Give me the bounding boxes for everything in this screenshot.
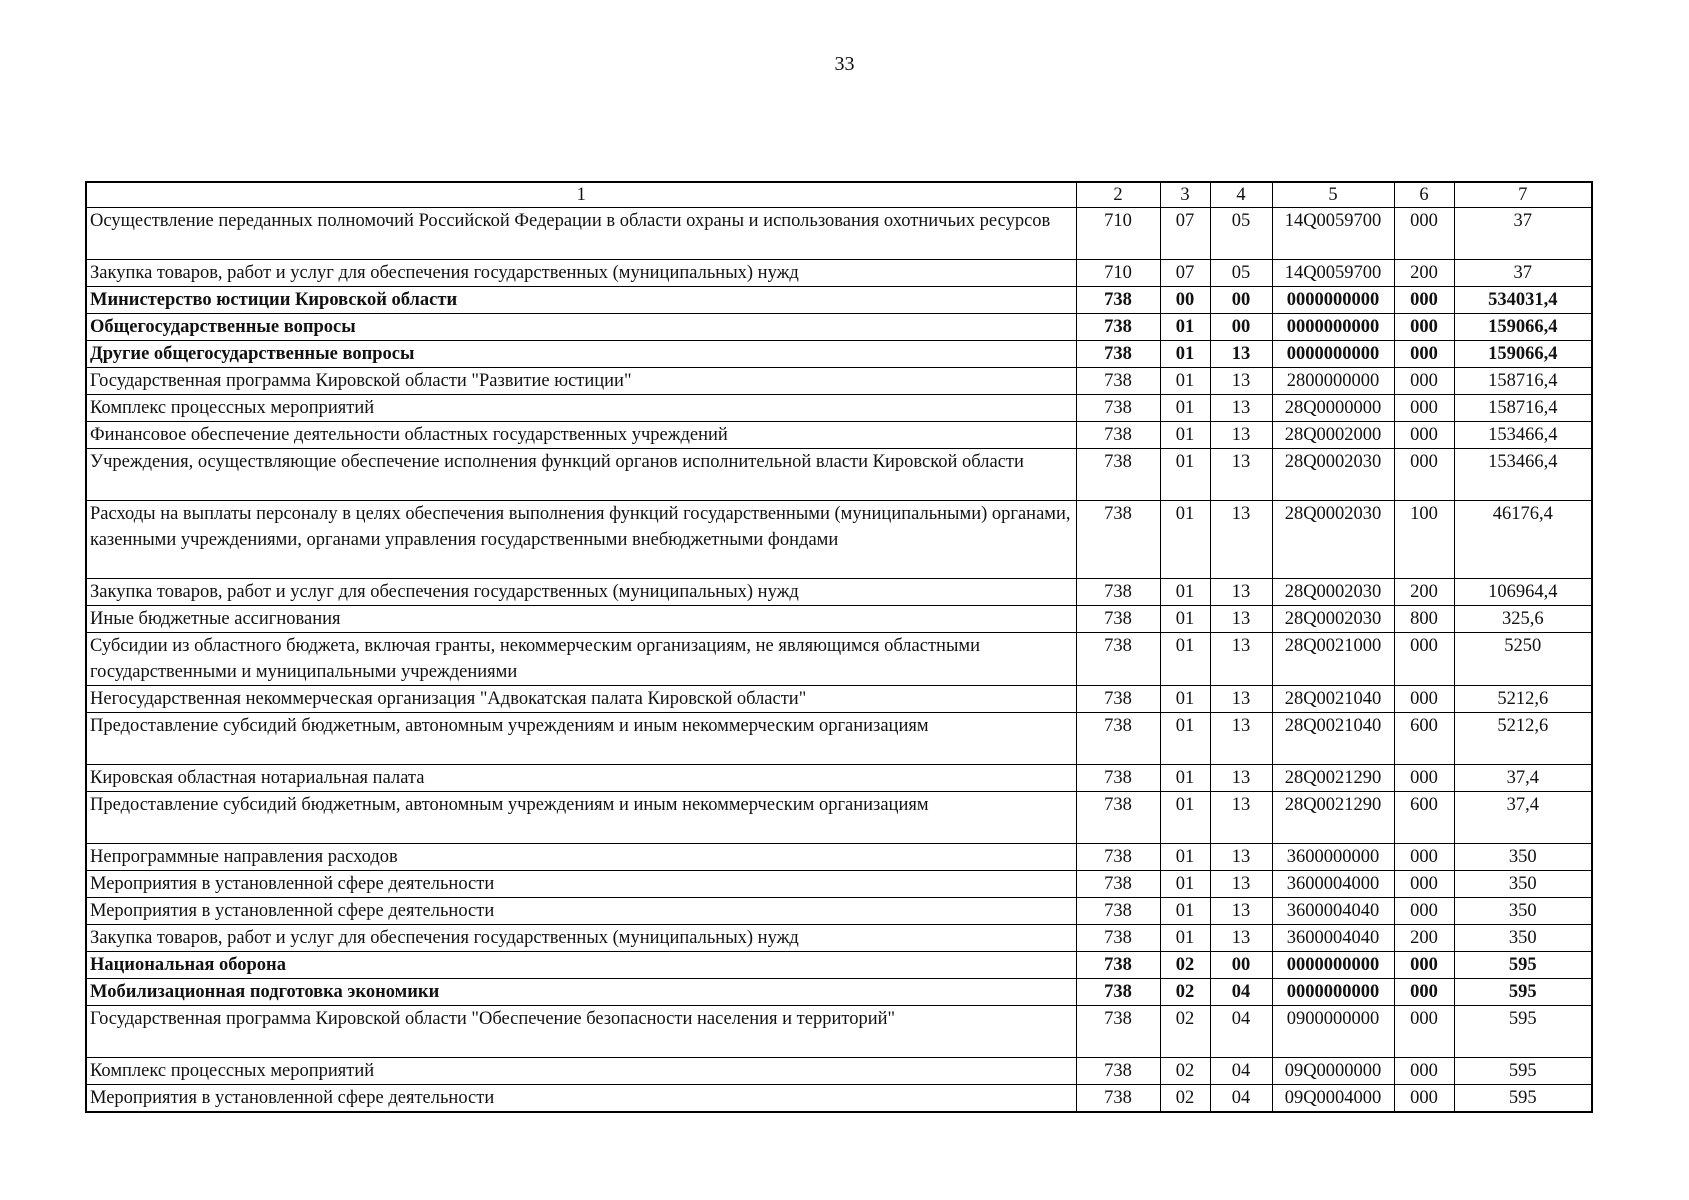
row-name-cell: Мероприятия в установленной сфере деятельности: [86, 898, 1076, 925]
table-row: [86, 713, 1592, 765]
target-article-cell: 28Q0002030: [1272, 606, 1394, 633]
subsection-cell: 00: [1210, 314, 1272, 341]
subsection-cell: 13: [1210, 449, 1272, 501]
target-article-cell: 09Q0004000: [1272, 1085, 1394, 1113]
section-cell: 07: [1160, 208, 1210, 260]
row-name-cell: Государственная программа Кировской области "Обеспечение безопасности населения и территорий": [86, 1006, 1076, 1058]
section-cell: 01: [1160, 844, 1210, 871]
amount-cell: 595: [1454, 952, 1592, 979]
amount-cell: 350: [1454, 898, 1592, 925]
section-cell: 02: [1160, 979, 1210, 1006]
amount-cell: 350: [1454, 844, 1592, 871]
amount-cell: 325,6: [1454, 606, 1592, 633]
admin-code-cell: 738: [1076, 925, 1160, 952]
admin-code-cell: 738: [1076, 844, 1160, 871]
section-cell: 01: [1160, 925, 1210, 952]
subsection-cell: 13: [1210, 686, 1272, 713]
expense-type-cell: 000: [1394, 844, 1454, 871]
amount-cell: 5212,6: [1454, 713, 1592, 765]
expense-type-cell: 000: [1394, 686, 1454, 713]
row-name-cell: Мероприятия в установленной сфере деятельности: [86, 1085, 1076, 1113]
target-article-cell: 3600004040: [1272, 898, 1394, 925]
subsection-cell: 13: [1210, 341, 1272, 368]
section-cell: 01: [1160, 871, 1210, 898]
row-name-cell: Закупка товаров, работ и услуг для обеспечения государственных (муниципальных) нужд: [86, 260, 1076, 287]
row-name-cell: Государственная программа Кировской области "Развитие юстиции": [86, 368, 1076, 395]
row-name-cell: Другие общегосударственные вопросы: [86, 341, 1076, 368]
amount-cell: 5250: [1454, 633, 1592, 686]
admin-code-cell: 738: [1076, 898, 1160, 925]
table-row: [86, 844, 1592, 871]
subsection-cell: 04: [1210, 979, 1272, 1006]
amount-cell: 106964,4: [1454, 579, 1592, 606]
table-row: [86, 686, 1592, 713]
amount-cell: 595: [1454, 979, 1592, 1006]
admin-code-cell: 738: [1076, 633, 1160, 686]
expense-type-cell: 000: [1394, 422, 1454, 449]
section-cell: 02: [1160, 1006, 1210, 1058]
target-article-cell: 0000000000: [1272, 952, 1394, 979]
expense-type-cell: 000: [1394, 368, 1454, 395]
section-cell: 07: [1160, 260, 1210, 287]
amount-cell: 37: [1454, 208, 1592, 260]
subsection-cell: 00: [1210, 287, 1272, 314]
admin-code-cell: 738: [1076, 501, 1160, 579]
row-name-cell: Комплекс процессных мероприятий: [86, 395, 1076, 422]
section-cell: 01: [1160, 686, 1210, 713]
table-row: [86, 979, 1592, 1006]
row-name-cell: Осуществление переданных полномочий Российской Федерации в области охраны и использования охотничьих ресурсов: [86, 208, 1076, 260]
row-name-cell: Закупка товаров, работ и услуг для обеспечения государственных (муниципальных) нужд: [86, 579, 1076, 606]
subsection-cell: 13: [1210, 395, 1272, 422]
table-row: [86, 1085, 1592, 1113]
admin-code-cell: 738: [1076, 422, 1160, 449]
row-name-cell: Непрограммные направления расходов: [86, 844, 1076, 871]
expense-type-cell: 200: [1394, 260, 1454, 287]
admin-code-cell: 738: [1076, 368, 1160, 395]
target-article-cell: 3600004040: [1272, 925, 1394, 952]
target-article-cell: 0000000000: [1272, 979, 1394, 1006]
target-article-cell: 3600004000: [1272, 871, 1394, 898]
table-row: [86, 1058, 1592, 1085]
expense-type-cell: 000: [1394, 208, 1454, 260]
admin-code-cell: 710: [1076, 208, 1160, 260]
table-row: [86, 287, 1592, 314]
table-row: [86, 952, 1592, 979]
target-article-cell: 28Q0002030: [1272, 579, 1394, 606]
column-header: 2: [1076, 182, 1160, 208]
expense-type-cell: 000: [1394, 1006, 1454, 1058]
target-article-cell: 28Q0000000: [1272, 395, 1394, 422]
amount-cell: 158716,4: [1454, 395, 1592, 422]
table-row: [86, 422, 1592, 449]
subsection-cell: 13: [1210, 792, 1272, 844]
expense-type-cell: 000: [1394, 979, 1454, 1006]
admin-code-cell: 738: [1076, 686, 1160, 713]
column-header: 3: [1160, 182, 1210, 208]
subsection-cell: 13: [1210, 606, 1272, 633]
section-cell: 01: [1160, 501, 1210, 579]
expense-type-cell: 000: [1394, 1058, 1454, 1085]
section-cell: 01: [1160, 713, 1210, 765]
section-cell: 01: [1160, 422, 1210, 449]
page-number: 33: [834, 53, 855, 75]
section-cell: 01: [1160, 792, 1210, 844]
amount-cell: 595: [1454, 1085, 1592, 1113]
row-name-cell: Кировская областная нотариальная палата: [86, 765, 1076, 792]
admin-code-cell: 738: [1076, 449, 1160, 501]
row-name-cell: Предоставление субсидий бюджетным, автономным учреждениям и иным некоммерческим организациям: [86, 792, 1076, 844]
expense-type-cell: 000: [1394, 952, 1454, 979]
table-row: [86, 765, 1592, 792]
subsection-cell: 05: [1210, 208, 1272, 260]
table-row: [86, 579, 1592, 606]
subsection-cell: 13: [1210, 713, 1272, 765]
row-name-cell: Финансовое обеспечение деятельности областных государственных учреждений: [86, 422, 1076, 449]
expense-type-cell: 800: [1394, 606, 1454, 633]
expense-type-cell: 000: [1394, 395, 1454, 422]
section-cell: 01: [1160, 395, 1210, 422]
amount-cell: 595: [1454, 1058, 1592, 1085]
expense-type-cell: 600: [1394, 792, 1454, 844]
admin-code-cell: 710: [1076, 260, 1160, 287]
subsection-cell: 05: [1210, 260, 1272, 287]
expense-type-cell: 000: [1394, 449, 1454, 501]
target-article-cell: 28Q0021000: [1272, 633, 1394, 686]
admin-code-cell: 738: [1076, 579, 1160, 606]
expense-type-cell: 000: [1394, 765, 1454, 792]
admin-code-cell: 738: [1076, 314, 1160, 341]
table-row: [86, 449, 1592, 501]
amount-cell: 37,4: [1454, 765, 1592, 792]
section-cell: 02: [1160, 952, 1210, 979]
section-cell: 01: [1160, 368, 1210, 395]
subsection-cell: 13: [1210, 844, 1272, 871]
section-cell: 00: [1160, 287, 1210, 314]
admin-code-cell: 738: [1076, 1058, 1160, 1085]
amount-cell: 350: [1454, 925, 1592, 952]
table-row: [86, 368, 1592, 395]
subsection-cell: 13: [1210, 765, 1272, 792]
column-header: 4: [1210, 182, 1272, 208]
admin-code-cell: 738: [1076, 287, 1160, 314]
target-article-cell: 0000000000: [1272, 287, 1394, 314]
amount-cell: 153466,4: [1454, 422, 1592, 449]
subsection-cell: 04: [1210, 1085, 1272, 1113]
amount-cell: 158716,4: [1454, 368, 1592, 395]
row-name-cell: Закупка товаров, работ и услуг для обеспечения государственных (муниципальных) нужд: [86, 925, 1076, 952]
amount-cell: 595: [1454, 1006, 1592, 1058]
admin-code-cell: 738: [1076, 713, 1160, 765]
target-article-cell: 14Q0059700: [1272, 208, 1394, 260]
table-row: [86, 260, 1592, 287]
table-row: [86, 1006, 1592, 1058]
section-cell: 01: [1160, 314, 1210, 341]
subsection-cell: 00: [1210, 952, 1272, 979]
column-header: 7: [1454, 182, 1592, 208]
table-row: [86, 606, 1592, 633]
admin-code-cell: 738: [1076, 606, 1160, 633]
subsection-cell: 13: [1210, 925, 1272, 952]
admin-code-cell: 738: [1076, 341, 1160, 368]
row-name-cell: Национальная оборона: [86, 952, 1076, 979]
row-name-cell: Негосударственная некоммерческая организация "Адвокатская палата Кировской области": [86, 686, 1076, 713]
amount-cell: 5212,6: [1454, 686, 1592, 713]
expense-type-cell: 200: [1394, 579, 1454, 606]
budget-table: [85, 181, 1593, 1113]
table-row: [86, 395, 1592, 422]
table-row: [86, 871, 1592, 898]
section-cell: 01: [1160, 633, 1210, 686]
table-row: [86, 925, 1592, 952]
row-name-cell: Иные бюджетные ассигнования: [86, 606, 1076, 633]
expense-type-cell: 600: [1394, 713, 1454, 765]
amount-cell: 153466,4: [1454, 449, 1592, 501]
target-article-cell: 14Q0059700: [1272, 260, 1394, 287]
subsection-cell: 13: [1210, 501, 1272, 579]
admin-code-cell: 738: [1076, 792, 1160, 844]
expense-type-cell: 000: [1394, 871, 1454, 898]
target-article-cell: 2800000000: [1272, 368, 1394, 395]
table-row: [86, 314, 1592, 341]
section-cell: 01: [1160, 898, 1210, 925]
expense-type-cell: 000: [1394, 287, 1454, 314]
expense-type-cell: 000: [1394, 633, 1454, 686]
admin-code-cell: 738: [1076, 952, 1160, 979]
amount-cell: 159066,4: [1454, 314, 1592, 341]
row-name-cell: Учреждения, осуществляющие обеспечение исполнения функций органов исполнительной власти Кировской области: [86, 449, 1076, 501]
column-header: 5: [1272, 182, 1394, 208]
subsection-cell: 13: [1210, 898, 1272, 925]
row-name-cell: Мобилизационная подготовка экономики: [86, 979, 1076, 1006]
expense-type-cell: 100: [1394, 501, 1454, 579]
expense-type-cell: 000: [1394, 898, 1454, 925]
amount-cell: 159066,4: [1454, 341, 1592, 368]
admin-code-cell: 738: [1076, 1085, 1160, 1113]
target-article-cell: 28Q0021290: [1272, 765, 1394, 792]
table-row: [86, 792, 1592, 844]
section-cell: 01: [1160, 579, 1210, 606]
row-name-cell: Общегосударственные вопросы: [86, 314, 1076, 341]
target-article-cell: 0000000000: [1272, 341, 1394, 368]
row-name-cell: Министерство юстиции Кировской области: [86, 287, 1076, 314]
row-name-cell: Расходы на выплаты персоналу в целях обеспечения выполнения функций государственными (муниципальными) органами, казенными учреждениями, органами управления государственными внебюджетными фондами: [86, 501, 1076, 579]
subsection-cell: 13: [1210, 422, 1272, 449]
target-article-cell: 28Q0002030: [1272, 449, 1394, 501]
amount-cell: 350: [1454, 871, 1592, 898]
table-row: [86, 501, 1592, 579]
table-row: [86, 633, 1592, 686]
admin-code-cell: 738: [1076, 871, 1160, 898]
section-cell: 01: [1160, 606, 1210, 633]
target-article-cell: 0900000000: [1272, 1006, 1394, 1058]
expense-type-cell: 000: [1394, 341, 1454, 368]
header-row: [86, 182, 1592, 208]
row-name-cell: Субсидии из областного бюджета, включая гранты, некоммерческим организациям, не являющимся областными государственными и муниципальными учреждениями: [86, 633, 1076, 686]
section-cell: 01: [1160, 449, 1210, 501]
target-article-cell: 0000000000: [1272, 314, 1394, 341]
target-article-cell: 28Q0021040: [1272, 713, 1394, 765]
expense-type-cell: 000: [1394, 1085, 1454, 1113]
row-name-cell: Комплекс процессных мероприятий: [86, 1058, 1076, 1085]
subsection-cell: 13: [1210, 368, 1272, 395]
section-cell: 02: [1160, 1058, 1210, 1085]
column-header: 1: [86, 182, 1076, 208]
target-article-cell: 28Q0002030: [1272, 501, 1394, 579]
column-header: 6: [1394, 182, 1454, 208]
section-cell: 01: [1160, 341, 1210, 368]
amount-cell: 46176,4: [1454, 501, 1592, 579]
expense-type-cell: 000: [1394, 314, 1454, 341]
admin-code-cell: 738: [1076, 979, 1160, 1006]
admin-code-cell: 738: [1076, 765, 1160, 792]
subsection-cell: 13: [1210, 579, 1272, 606]
section-cell: 02: [1160, 1085, 1210, 1113]
expense-type-cell: 200: [1394, 925, 1454, 952]
table-row: [86, 208, 1592, 260]
subsection-cell: 04: [1210, 1006, 1272, 1058]
table-row: [86, 341, 1592, 368]
table-body: [86, 182, 1592, 1112]
amount-cell: 37,4: [1454, 792, 1592, 844]
row-name-cell: Мероприятия в установленной сфере деятельности: [86, 871, 1076, 898]
subsection-cell: 04: [1210, 1058, 1272, 1085]
target-article-cell: 3600000000: [1272, 844, 1394, 871]
amount-cell: 37: [1454, 260, 1592, 287]
subsection-cell: 13: [1210, 633, 1272, 686]
amount-cell: 534031,4: [1454, 287, 1592, 314]
section-cell: 01: [1160, 765, 1210, 792]
target-article-cell: 28Q0002000: [1272, 422, 1394, 449]
row-name-cell: Предоставление субсидий бюджетным, автономным учреждениям и иным некоммерческим организациям: [86, 713, 1076, 765]
admin-code-cell: 738: [1076, 1006, 1160, 1058]
target-article-cell: 28Q0021040: [1272, 686, 1394, 713]
target-article-cell: 09Q0000000: [1272, 1058, 1394, 1085]
admin-code-cell: 738: [1076, 395, 1160, 422]
subsection-cell: 13: [1210, 871, 1272, 898]
table-row: [86, 898, 1592, 925]
target-article-cell: 28Q0021290: [1272, 792, 1394, 844]
